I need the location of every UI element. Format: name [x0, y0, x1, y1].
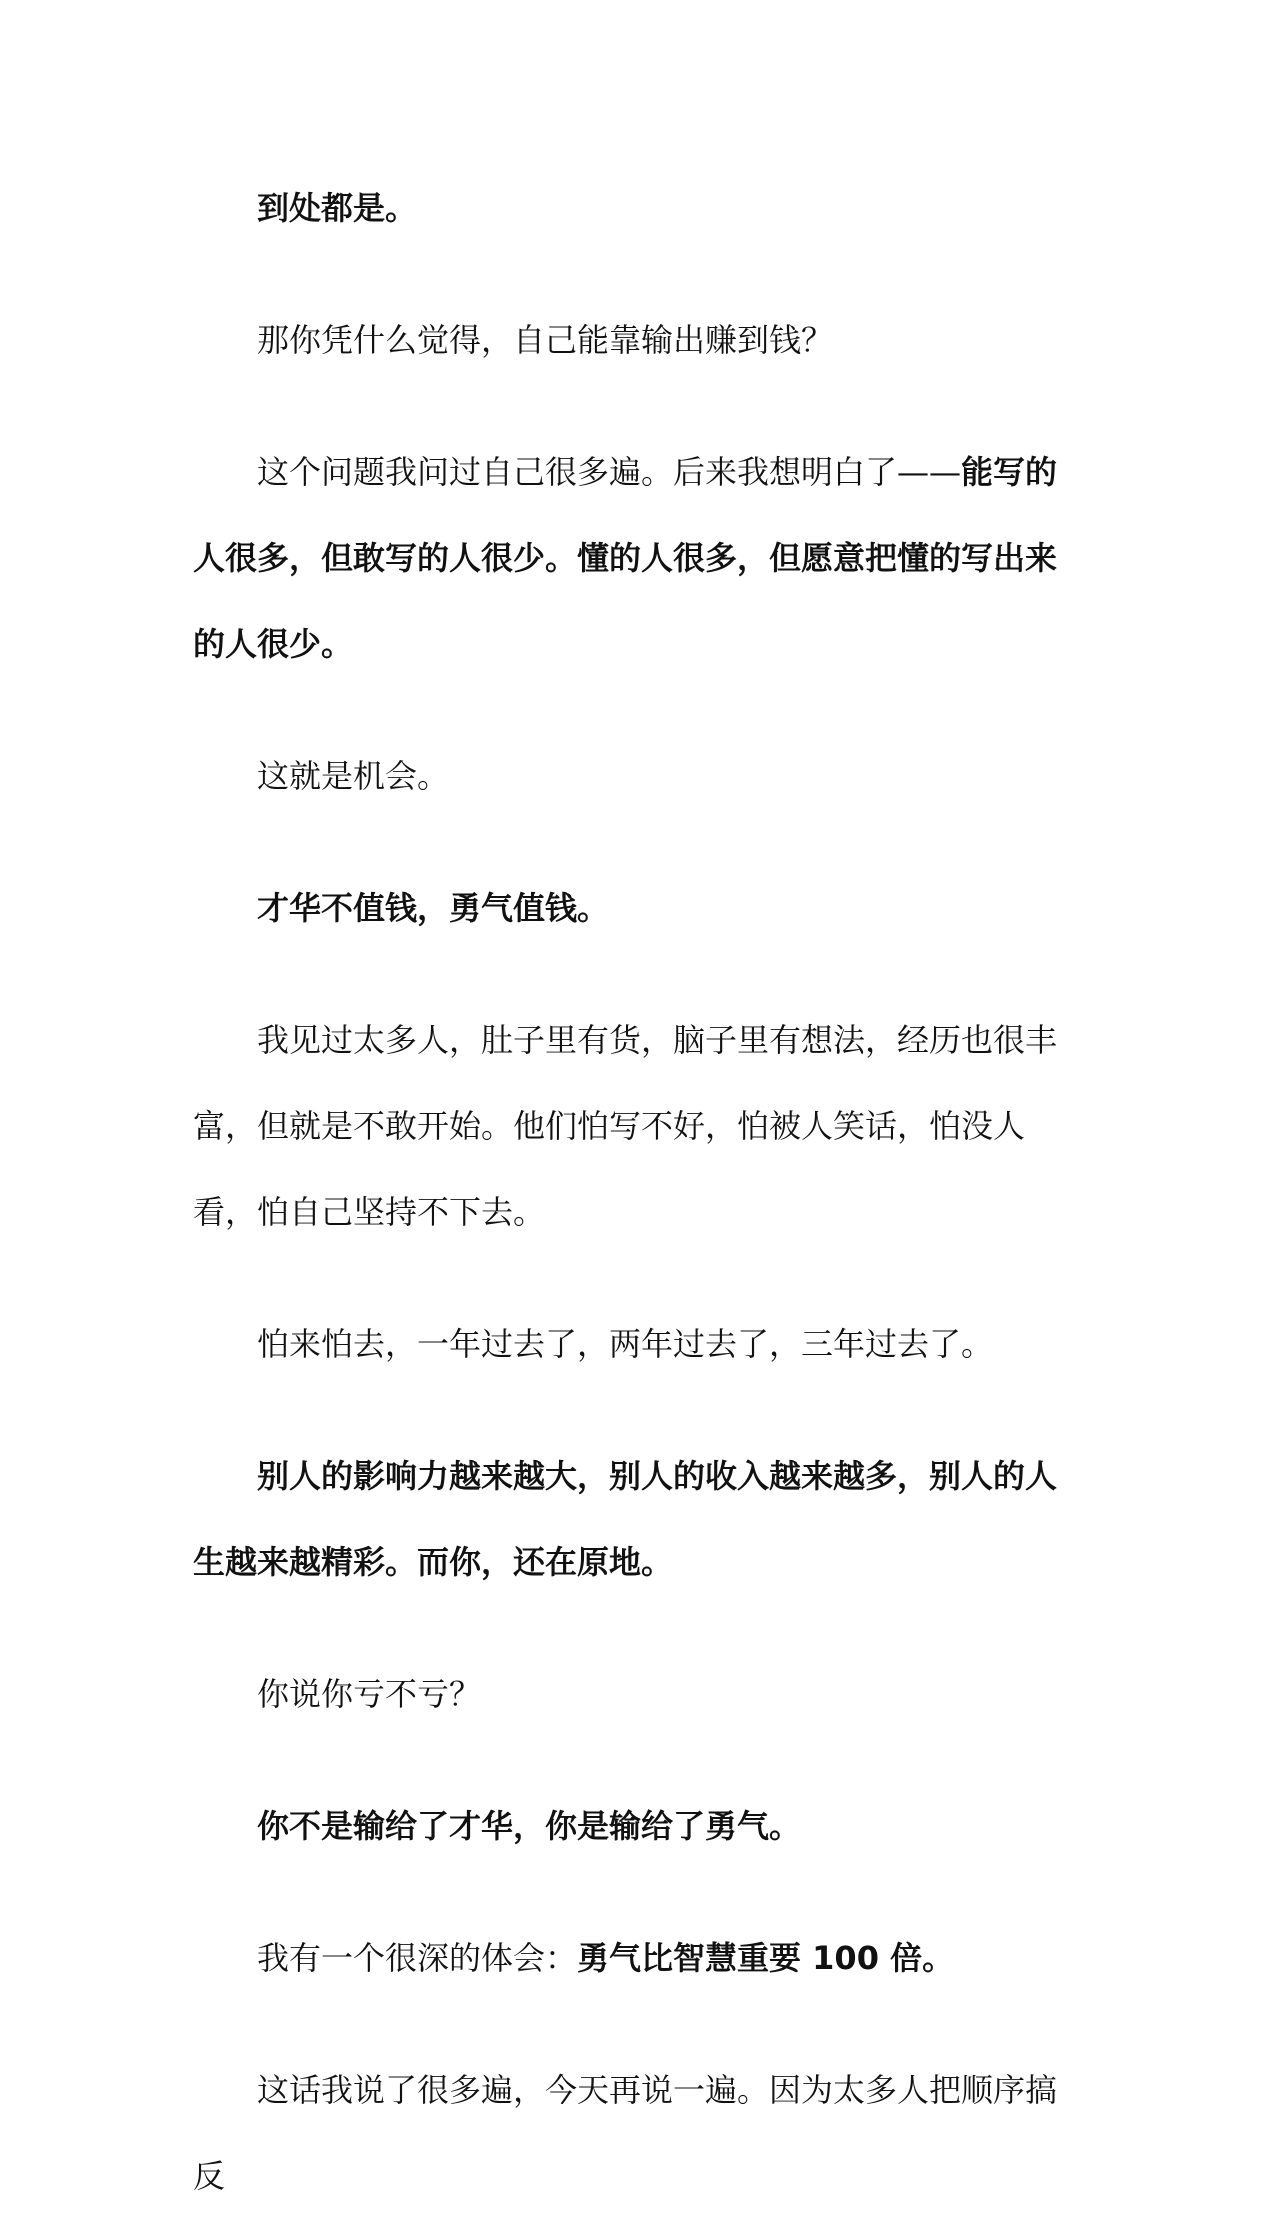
body-text: 那你凭什么觉得，自己能靠输出赚到钱？ [257, 321, 834, 359]
paragraph-9 [193, 1651, 1085, 1737]
body-text: 怕来怕去，一年过去了，两年过去了，三年过去了。 [257, 1325, 994, 1363]
body-text: 你说你亏不亏？ [257, 1675, 482, 1713]
bold-text: 能写的人很多，但敢写的人很少。懂的人很多，但愿意把懂的写出来的人很少。 [193, 453, 1058, 663]
bold-text: 到处都是。 [257, 189, 418, 227]
paragraph-12 [193, 2047, 1085, 2219]
paragraph-8 [193, 1433, 1085, 1605]
paragraph-10 [193, 1783, 1085, 1869]
paragraph-1 [193, 165, 1085, 251]
paragraph-4 [193, 733, 1085, 819]
paragraph-6 [193, 997, 1085, 1255]
paragraph-11 [193, 1915, 1085, 2001]
paragraph-3 [193, 429, 1085, 687]
body-text: 我见过太多人，肚子里有货，脑子里有想法，经历也很丰富，但就是不敢开始。他们怕写不好，怕被人笑话，怕没人看，怕自己坚持不下去。 [193, 1021, 1058, 1231]
bold-text: 才华不值钱，勇气值钱。 [257, 889, 610, 927]
body-text: 这话我说了很多遍，今天再说一遍。因为太多人把顺序搞反 [193, 2071, 1058, 2195]
body-text: 我有一个很深的体会： [257, 1939, 578, 1977]
paragraph-2 [193, 297, 1085, 383]
bold-text: 勇气比智慧重要 100 倍。 [577, 1939, 955, 1977]
body-text: 这个问题我问过自己很多遍。后来我想明白了—— [257, 453, 962, 491]
document-body [193, 165, 1085, 2219]
bold-text: 别人的影响力越来越大，别人的收入越来越多，别人的人生越来越精彩。而你，还在原地。 [193, 1457, 1058, 1581]
body-text: 这就是机会。 [257, 757, 450, 795]
paragraph-7 [193, 1301, 1085, 1387]
bold-text: 你不是输给了才华，你是输给了勇气。 [257, 1807, 802, 1845]
paragraph-5 [193, 865, 1085, 951]
